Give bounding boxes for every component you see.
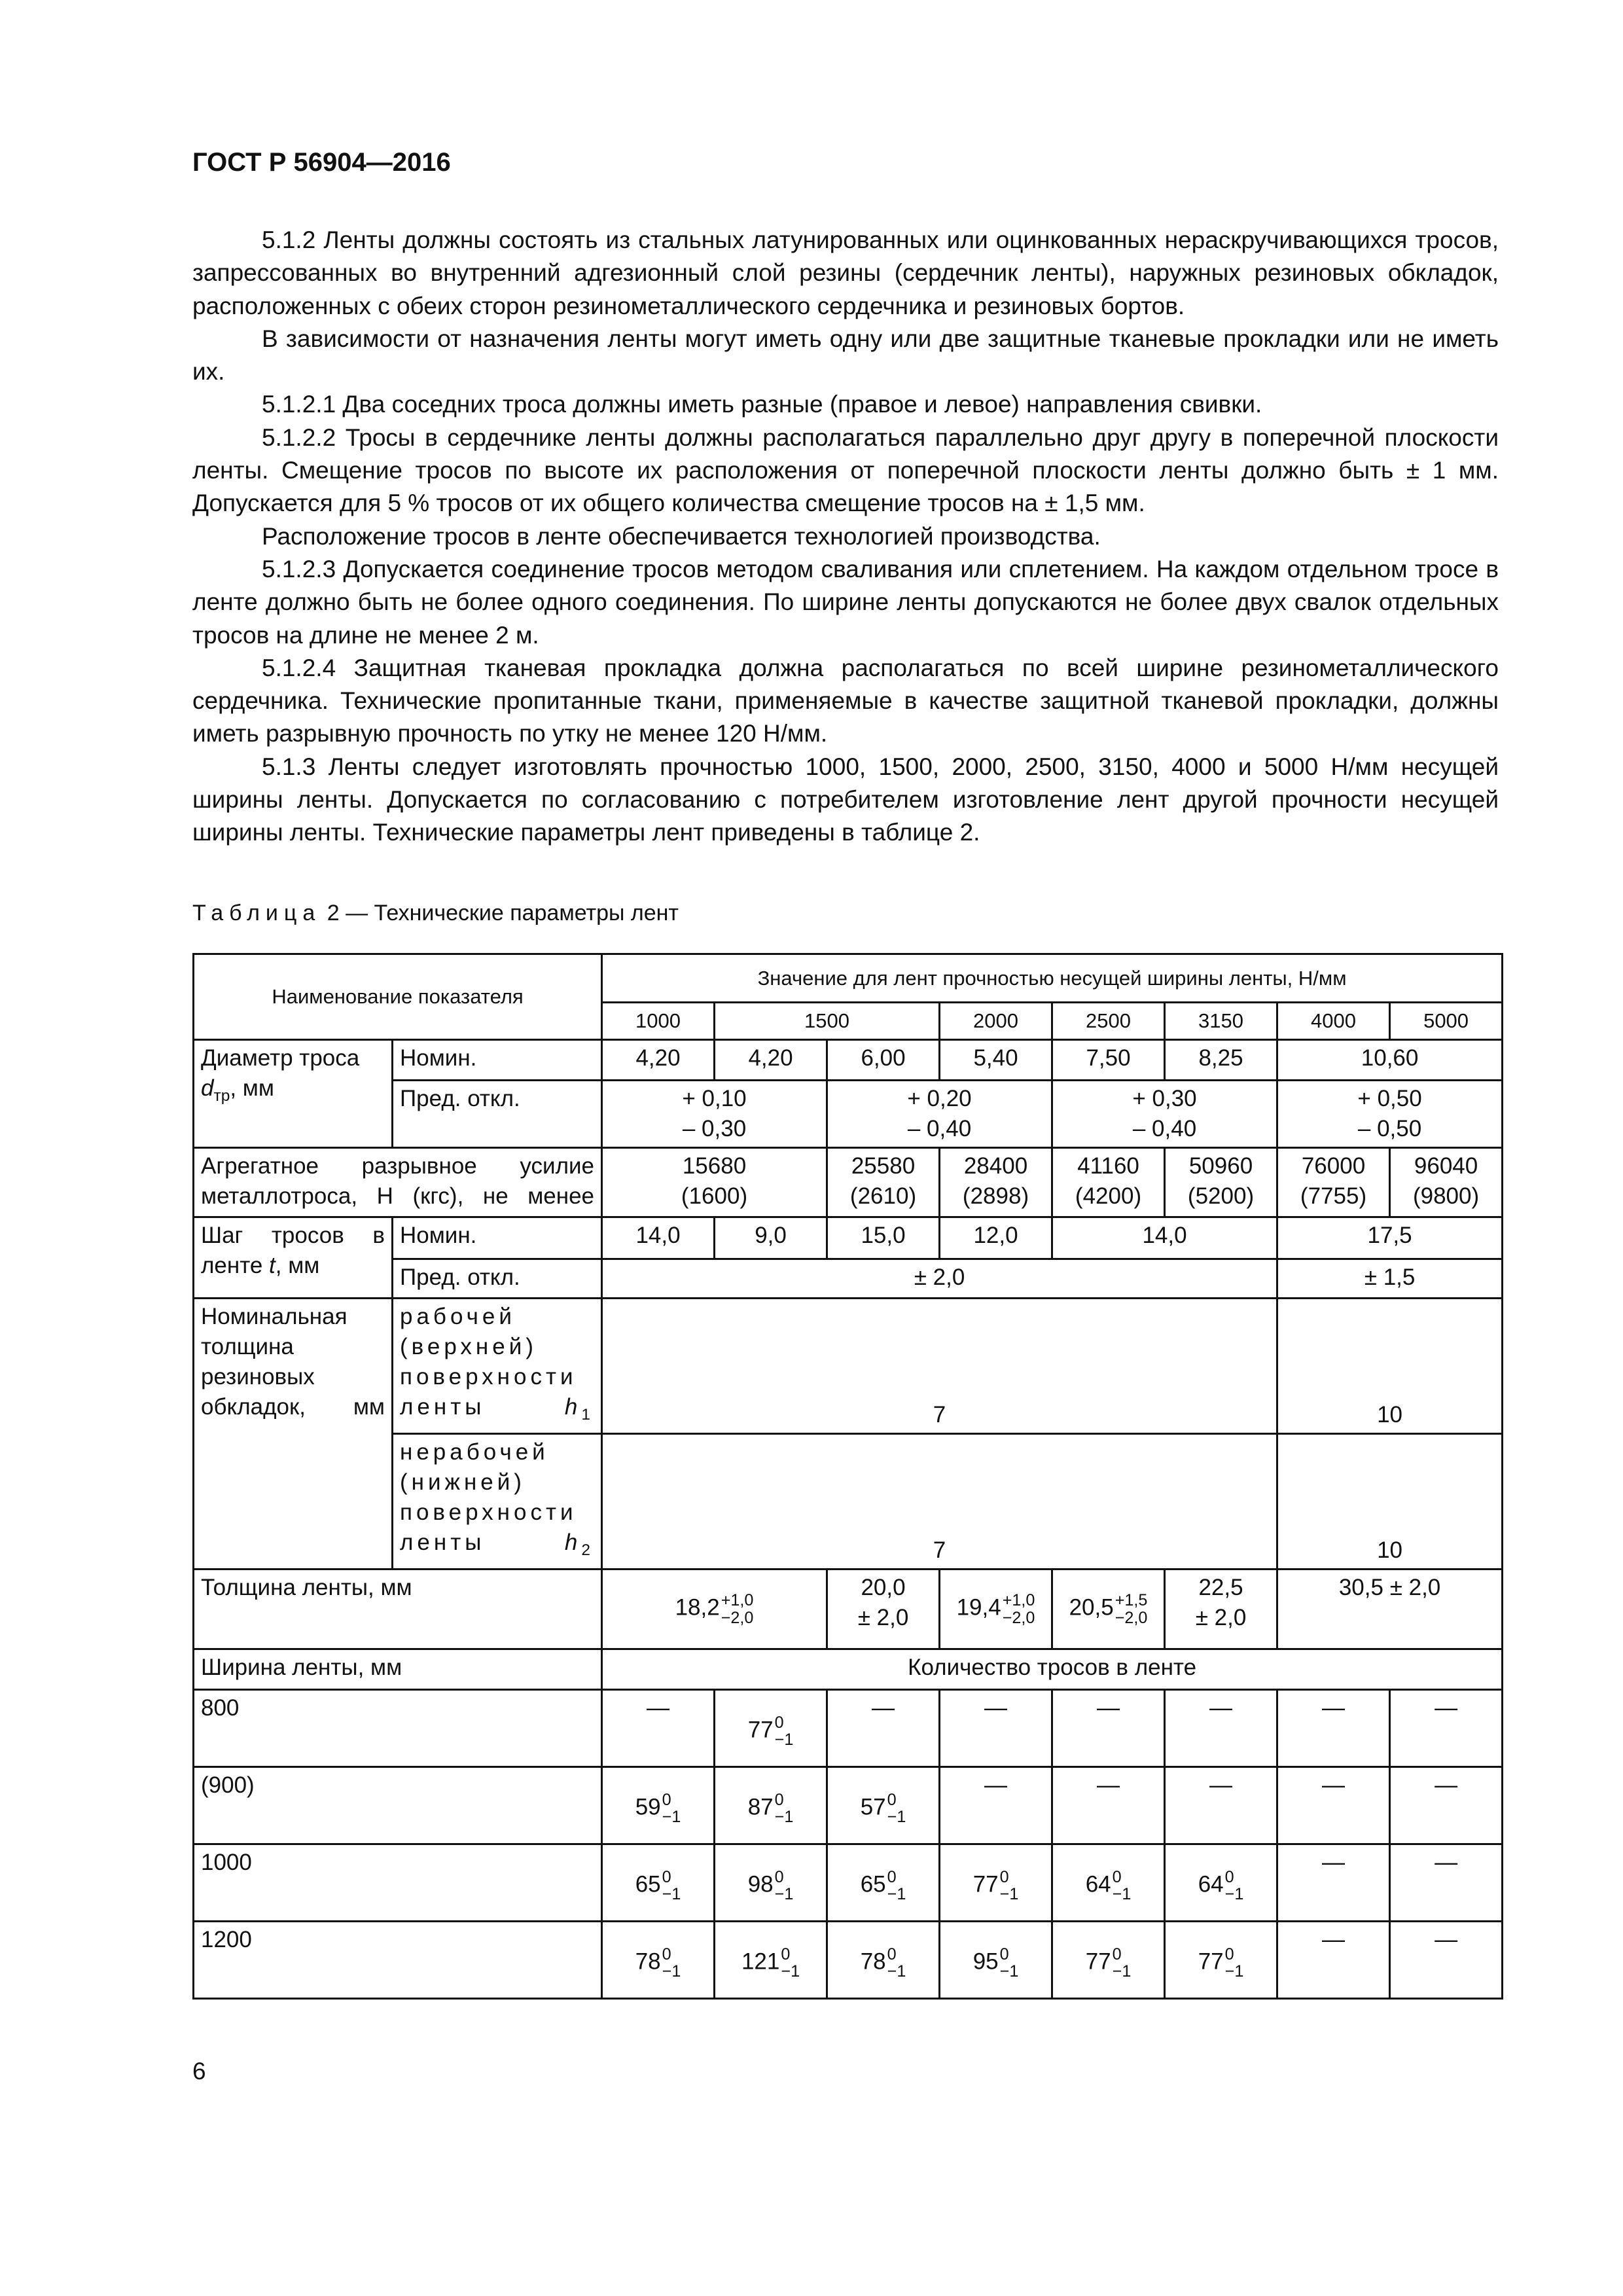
table-cell: 64 0 −1	[1052, 1844, 1165, 1922]
nominal-label: Номин.	[393, 1217, 602, 1259]
deviation-label: Пред. откл.	[393, 1259, 602, 1299]
table-cell: 77 0 −1	[1052, 1922, 1165, 1999]
table-cell: —	[1277, 1922, 1390, 1999]
table-cell: —	[1390, 1844, 1503, 1922]
table-row	[194, 1148, 1503, 1217]
table-row	[194, 1649, 1503, 1690]
table-row	[194, 1040, 1503, 1081]
table-cell: —	[1390, 1922, 1503, 1999]
table-cell: —	[602, 1690, 715, 1767]
table-cell: 4,20	[602, 1040, 715, 1081]
table-cell: 59 0 −1	[602, 1767, 715, 1844]
table-cell: 22,5 ± 2,0	[1165, 1570, 1277, 1649]
table-cell: —	[940, 1690, 1052, 1767]
strength-header: 4000	[1277, 1003, 1390, 1040]
strength-header: 1500	[715, 1003, 940, 1040]
table-cell: —	[1390, 1690, 1503, 1767]
table-cell: + 0,30 – 0,40	[1052, 1081, 1277, 1148]
page-number: 6	[192, 2058, 206, 2085]
table-cell: 15,0	[827, 1217, 940, 1259]
parameters-table	[192, 953, 1503, 2000]
pitch-label: Шаг тросов в ленте t, мм	[194, 1217, 393, 1299]
table-cell: 7	[602, 1299, 1277, 1434]
table-cell: 17,5	[1277, 1217, 1503, 1259]
body-text	[192, 224, 1499, 850]
strength-header: 2500	[1052, 1003, 1165, 1040]
table-cell: —	[827, 1690, 940, 1767]
diameter-symbol: d	[201, 1075, 214, 1101]
table-cell: 95 0 −1	[940, 1922, 1052, 1999]
count-label: Количество тросов в ленте	[602, 1649, 1503, 1690]
table-cell: 10,60	[1277, 1040, 1503, 1081]
diameter-label-text: Диаметр троса	[201, 1045, 360, 1071]
table-cell: 20,5 +1,5 −2,0	[1052, 1570, 1165, 1649]
table-cell: 64 0 −1	[1165, 1844, 1277, 1922]
table-row	[194, 1922, 1503, 1999]
cover-label: Номинальная толщина резиновых обкладок, мм	[194, 1299, 393, 1570]
table-cell: 76000 (7755)	[1277, 1148, 1390, 1217]
paragraph: В зависимости от назначения ленты могут иметь одну или две защитные тканевые прокладки или не иметь их.	[192, 325, 1499, 386]
table-cell: + 0,10 – 0,30	[602, 1081, 827, 1148]
table-cell: 30,5 ± 2,0	[1277, 1570, 1503, 1649]
paragraph: Расположение тросов в ленте обеспечивается технологией производства.	[262, 522, 1101, 550]
table-cell: —	[1052, 1690, 1165, 1767]
table-row	[194, 1570, 1503, 1649]
table-cell: 5,40	[940, 1040, 1052, 1081]
table-cell: 121 0 −1	[715, 1922, 827, 1999]
strength-header: 1000	[602, 1003, 715, 1040]
table-cell: —	[1277, 1844, 1390, 1922]
table-cell: 41160 (4200)	[1052, 1148, 1165, 1217]
width-value: 1200	[194, 1922, 602, 1999]
paragraph: 5.1.2 Ленты должны состоять из стальных латунированных или оцинкованных нераскручивающихся тросов, запрессованных во внутренний адгезионный слой резины (сердечник ленты), наружных резиновых обкладок, расположенных с обеих сторон резинометаллического сердечника и резиновых бортов.	[192, 226, 1499, 319]
paragraph: 5.1.2.1 Два соседних троса должны иметь разные (правое и левое) направления свивки.	[262, 391, 1262, 418]
table-cell: 96040 (9800)	[1390, 1148, 1503, 1217]
cover-bottom-label: нерабочей (нижней) поверхности ленты $h_2$	[393, 1434, 602, 1570]
pitch-label-line: Шаг тросов в	[201, 1223, 385, 1248]
table-cell: 4,20	[715, 1040, 827, 1081]
table-header-row	[194, 954, 1503, 1003]
table-cell: 14,0	[1052, 1217, 1277, 1259]
header-value-cell: Значение для лент прочностью несущей ширины ленты, Н/мм	[602, 954, 1503, 1003]
force-label: Агрегатное разрывное усилие металлотроса, Н (кгс), не менее	[194, 1148, 602, 1217]
table-cell: —	[1165, 1690, 1277, 1767]
header-name-cell: Наименование показателя	[194, 954, 602, 1040]
table-caption	[192, 901, 679, 926]
table-cell: —	[940, 1767, 1052, 1844]
table-cell: 87 0 −1	[715, 1767, 827, 1844]
table-cell: 19,4 +1,0 −2,0	[940, 1570, 1052, 1649]
strength-header: 3150	[1165, 1003, 1277, 1040]
table-cell: 78 0 −1	[602, 1922, 715, 1999]
width-value: (900)	[194, 1767, 602, 1844]
strength-header: 2000	[940, 1003, 1052, 1040]
table-row	[194, 1844, 1503, 1922]
table-cell: —	[1165, 1767, 1277, 1844]
table-cell: 14,0	[602, 1217, 715, 1259]
width-value: 1000	[194, 1844, 602, 1922]
table-cell: ± 2,0	[602, 1259, 1277, 1299]
diameter-subscript: тр	[213, 1087, 230, 1105]
table-cell: 77 0 −1	[1165, 1922, 1277, 1999]
table-cell: 65 0 −1	[827, 1844, 940, 1922]
table-cell: 77 0 −1	[715, 1690, 827, 1767]
table-cell: 57 0 −1	[827, 1767, 940, 1844]
table-cell: 9,0	[715, 1217, 827, 1259]
table-row	[194, 1217, 1503, 1259]
table-cell: 28400 (2898)	[940, 1148, 1052, 1217]
paragraph: 5.1.2.3 Допускается соединение тросов методом сваливания или сплетением. На каждом отдельном тросе в ленте должно быть не более одного соединения. По ширине ленты допускаются не более двух свалок отдельных тросов на длине не менее 2 м.	[192, 555, 1499, 649]
diameter-unit: , мм	[230, 1075, 274, 1101]
diameter-label	[194, 1040, 393, 1148]
width-label: Ширина ленты, мм	[194, 1649, 602, 1690]
thickness-label: Толщина ленты, мм	[194, 1570, 602, 1649]
table-cell: 25580 (2610)	[827, 1148, 940, 1217]
table-cell: 50960 (5200)	[1165, 1148, 1277, 1217]
paragraph: 5.1.2.4 Защитная тканевая прокладка должна располагаться по всей ширине резинометаллического сердечника. Технические пропитанные ткани, применяемые в качестве защитной тканевой прокладки, должны иметь разрывную прочность по утку не менее 120 Н/мм.	[192, 654, 1499, 747]
table-cell: 12,0	[940, 1217, 1052, 1259]
table-cell: 10	[1277, 1299, 1503, 1434]
table-cell: 10	[1277, 1434, 1503, 1570]
pitch-symbol: t	[269, 1253, 276, 1278]
table-cell: 77 0 −1	[940, 1844, 1052, 1922]
table-cell: 8,25	[1165, 1040, 1277, 1081]
table-cell: —	[1277, 1767, 1390, 1844]
document-header: ГОСТ Р 56904—2016	[192, 148, 451, 177]
table-caption-word: Таблица	[192, 901, 321, 925]
table-cell: 20,0 ± 2,0	[827, 1570, 940, 1649]
table-cell: 7,50	[1052, 1040, 1165, 1081]
strength-header: 5000	[1390, 1003, 1503, 1040]
cover-top-label: рабочей (верхней) поверхности ленты $h_1$	[393, 1299, 602, 1434]
table-cell: —	[1277, 1690, 1390, 1767]
table-cell: 78 0 −1	[827, 1922, 940, 1999]
nominal-label: Номин.	[393, 1040, 602, 1081]
table-cell: 65 0 −1	[602, 1844, 715, 1922]
width-value: 800	[194, 1690, 602, 1767]
table-row	[194, 1690, 1503, 1767]
deviation-label: Пред. откл.	[393, 1081, 602, 1148]
table-cell: ± 1,5	[1277, 1259, 1503, 1299]
table-cell: 7	[602, 1434, 1277, 1570]
table-row	[194, 1299, 1503, 1434]
table-cell: 6,00	[827, 1040, 940, 1081]
table-cell: —	[1390, 1767, 1503, 1844]
table-cell: + 0,20 – 0,40	[827, 1081, 1052, 1148]
paragraph: 5.1.2.2 Тросы в сердечнике ленты должны располагаться параллельно друг другу в поперечной плоскости ленты. Смещение тросов по высоте их расположения от поперечной плоскости ленты должно быть ± 1 мм. Допускается для 5 % тросов от их общего количества смещение тросов на ± 1,5 мм.	[192, 423, 1499, 517]
table-cell: 98 0 −1	[715, 1844, 827, 1922]
table-caption-title: 2 — Технические параметры лент	[321, 901, 679, 925]
paragraph: 5.1.3 Ленты следует изготовлять прочностью 1000, 1500, 2000, 2500, 3150, 4000 и 5000 Н/мм несущей ширины ленты. Допускается по согласованию с потребителем изготовление лент другой прочности несущей ширины ленты. Технические параметры лент приведены в таблице 2.	[192, 753, 1499, 846]
table-cell: 18,2 +1,0 −2,0	[602, 1570, 827, 1649]
table-cell: 15680 (1600)	[602, 1148, 827, 1217]
table-row	[194, 1767, 1503, 1844]
table-cell: + 0,50 – 0,50	[1277, 1081, 1503, 1148]
table-cell: —	[1052, 1767, 1165, 1844]
